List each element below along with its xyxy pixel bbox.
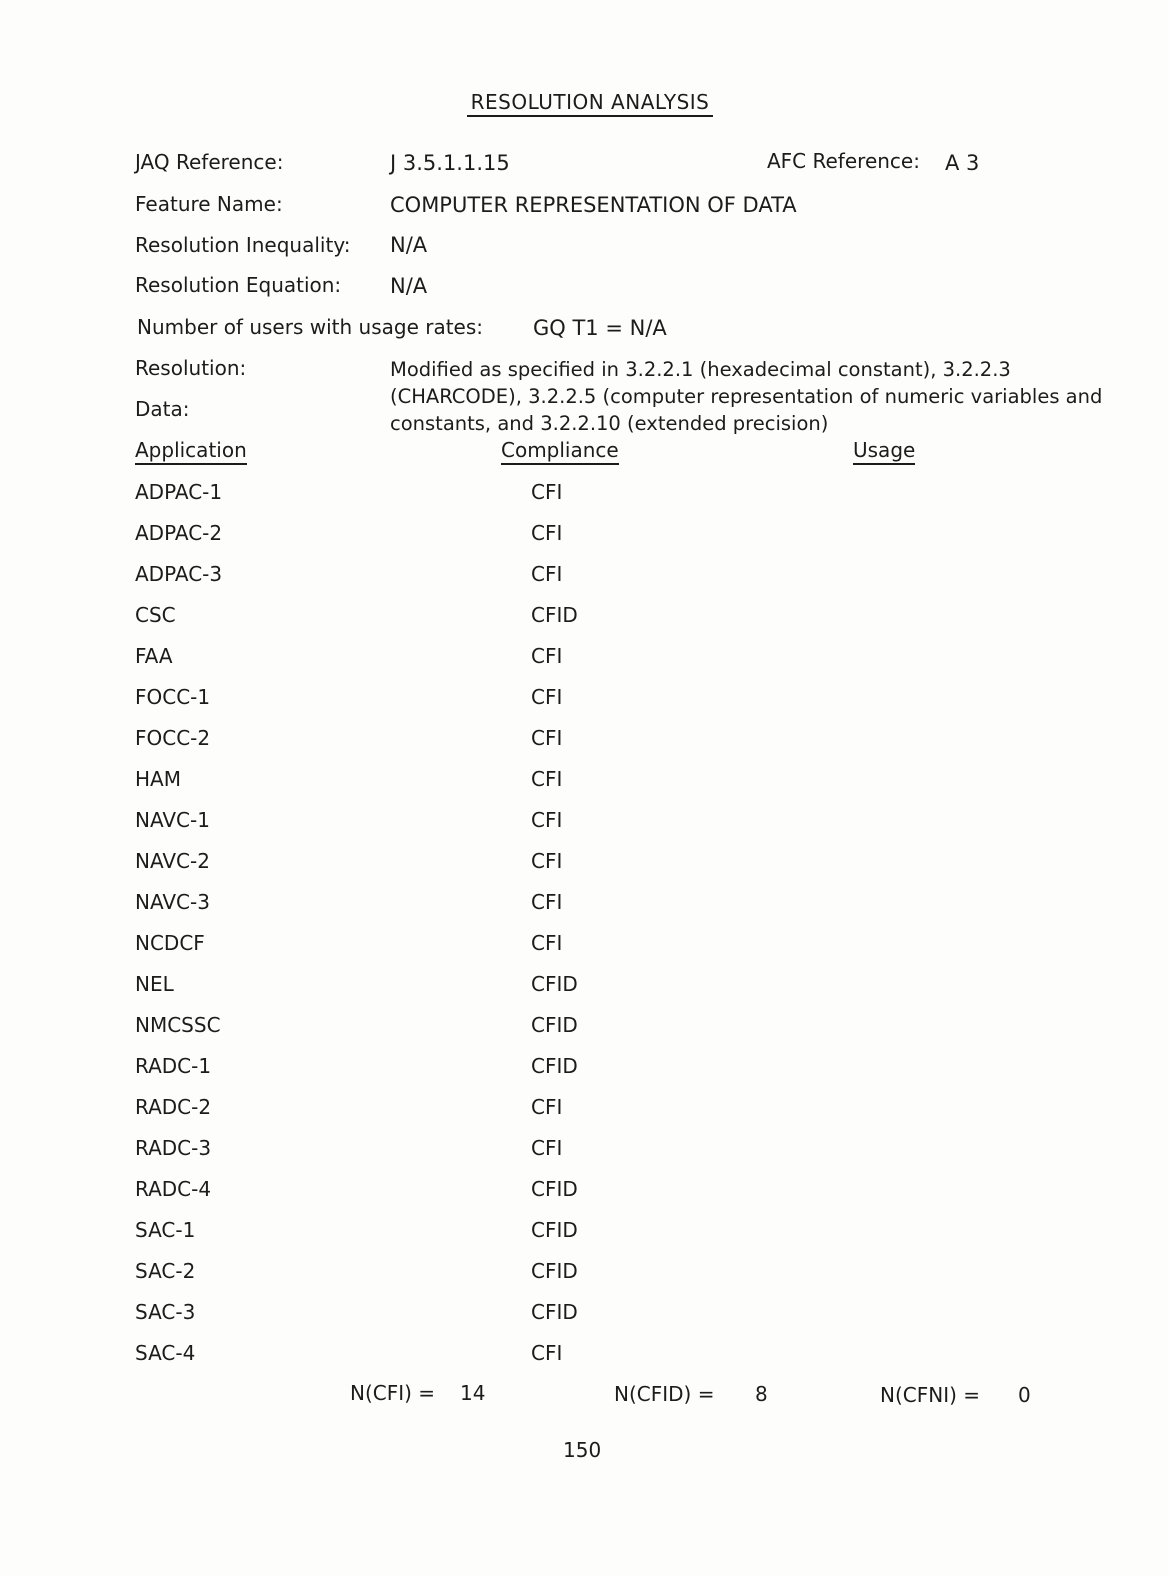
table-row <box>0 521 1169 562</box>
table-row <box>0 849 1169 890</box>
compliance-cell: CFID <box>531 972 578 996</box>
application-cell: SAC-4 <box>135 1341 196 1365</box>
application-cell: RADC-1 <box>135 1054 212 1078</box>
compliance-cell: CFI <box>531 1341 563 1365</box>
total-cfid-value: 8 <box>755 1382 768 1406</box>
table-row <box>0 767 1169 808</box>
application-cell: SAC-1 <box>135 1218 196 1242</box>
table-row <box>0 644 1169 685</box>
table-row <box>0 1218 1169 1259</box>
table-row <box>0 685 1169 726</box>
application-cell: NMCSSC <box>135 1013 221 1037</box>
table-row <box>0 1300 1169 1341</box>
table-row <box>0 972 1169 1013</box>
column-header-usage: Usage <box>853 438 915 465</box>
compliance-cell: CFI <box>531 480 563 504</box>
table-row <box>0 480 1169 521</box>
table-row <box>0 562 1169 603</box>
application-cell: NCDCF <box>135 931 205 955</box>
table-row <box>0 1095 1169 1136</box>
compliance-cell: CFID <box>531 1259 578 1283</box>
afc-reference-value: A 3 <box>945 151 980 175</box>
table-row <box>0 1013 1169 1054</box>
application-cell: ADPAC-1 <box>135 480 223 504</box>
feature-name-label: Feature Name: <box>135 192 283 216</box>
compliance-cell: CFID <box>531 1177 578 1201</box>
application-cell: FAA <box>135 644 173 668</box>
data-label: Data: <box>135 397 190 421</box>
users-usage-label: Number of users with usage rates: <box>137 315 484 339</box>
application-cell: HAM <box>135 767 181 791</box>
compliance-cell: CFID <box>531 1054 578 1078</box>
page-title: RESOLUTION ANALYSIS <box>0 90 1169 114</box>
compliance-cell: CFI <box>531 808 563 832</box>
table-row <box>0 726 1169 767</box>
column-header-compliance: Compliance <box>501 438 619 465</box>
application-cell: RADC-2 <box>135 1095 212 1119</box>
table-row <box>0 1136 1169 1177</box>
compliance-cell: CFI <box>531 890 563 914</box>
afc-reference-label: AFC Reference: <box>767 149 920 173</box>
compliance-cell: CFID <box>531 603 578 627</box>
table-row <box>0 931 1169 972</box>
compliance-cell: CFI <box>531 726 563 750</box>
jaq-reference-label: JAQ Reference: <box>135 150 284 174</box>
resolution-label: Resolution: <box>135 356 247 380</box>
application-cell: RADC-3 <box>135 1136 212 1160</box>
application-cell: NEL <box>135 972 174 996</box>
application-cell: SAC-3 <box>135 1300 196 1324</box>
application-cell: NAVC-2 <box>135 849 210 873</box>
application-cell: CSC <box>135 603 176 627</box>
page-number: 150 <box>563 1438 602 1462</box>
application-cell: NAVC-1 <box>135 808 210 832</box>
compliance-cell: CFI <box>531 767 563 791</box>
column-header-application: Application <box>135 438 247 465</box>
total-cfi-label: N(CFI) = <box>350 1381 436 1405</box>
compliance-cell: CFI <box>531 685 563 709</box>
resolution-text: Modified as specified in 3.2.2.1 (hexadecimal constant), 3.2.2.3 (CHARCODE), 3.2.2.5 (computer representation of numeric variables and constants, and 3.2.2.10 (extended precision) <box>390 358 1103 435</box>
feature-name-value: COMPUTER REPRESENTATION OF DATA <box>390 193 797 217</box>
resolution-equation-value: N/A <box>390 274 428 298</box>
compliance-cell: CFID <box>531 1013 578 1037</box>
total-cfni-label: N(CFNI) = <box>880 1383 981 1407</box>
table-row <box>0 890 1169 931</box>
compliance-cell: CFI <box>531 931 563 955</box>
application-cell: NAVC-3 <box>135 890 210 914</box>
application-cell: FOCC-2 <box>135 726 211 750</box>
compliance-cell: CFID <box>531 1300 578 1324</box>
resolution-inequality-value: N/A <box>390 233 428 257</box>
compliance-cell: CFI <box>531 1136 563 1160</box>
table-row <box>0 603 1169 644</box>
table-row <box>0 808 1169 849</box>
jaq-reference-value: J 3.5.1.1.15 <box>390 151 510 175</box>
total-cfni-value: 0 <box>1018 1383 1031 1407</box>
total-cfid-label: N(CFID) = <box>614 1382 715 1406</box>
resolution-inequality-label: Resolution Inequality: <box>135 233 351 257</box>
table-row <box>0 1259 1169 1300</box>
application-cell: ADPAC-3 <box>135 562 223 586</box>
application-cell: SAC-2 <box>135 1259 196 1283</box>
application-cell: RADC-4 <box>135 1177 212 1201</box>
compliance-cell: CFI <box>531 849 563 873</box>
compliance-cell: CFID <box>531 1218 578 1242</box>
total-cfi-value: 14 <box>460 1381 486 1405</box>
table-row <box>0 1177 1169 1218</box>
users-usage-value: GQ T1 = N/A <box>533 316 667 340</box>
compliance-cell: CFI <box>531 1095 563 1119</box>
table-row <box>0 1054 1169 1095</box>
compliance-cell: CFI <box>531 562 563 586</box>
resolution-equation-label: Resolution Equation: <box>135 273 342 297</box>
table-row <box>0 1341 1169 1382</box>
application-cell: ADPAC-2 <box>135 521 223 545</box>
application-cell: FOCC-1 <box>135 685 211 709</box>
compliance-cell: CFI <box>531 521 563 545</box>
compliance-cell: CFI <box>531 644 563 668</box>
